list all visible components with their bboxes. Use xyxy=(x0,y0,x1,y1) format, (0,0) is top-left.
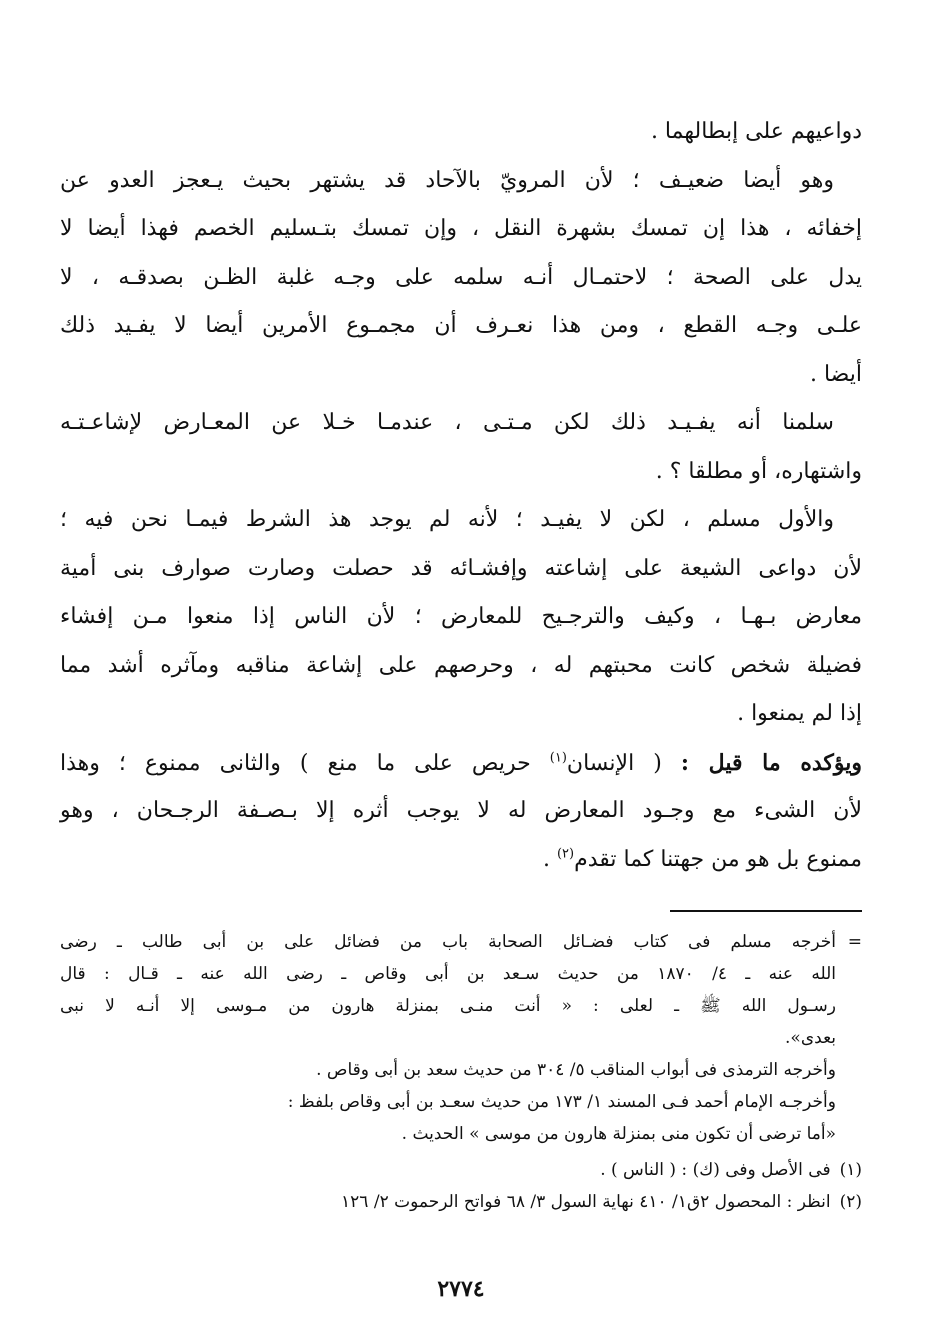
footnote-line: الله عنه ـ ٤/ ١٨٧٠ من حديث سـعد بن أبى وقاص ـ رضى الله عنه ـ قـال : قال xyxy=(60,964,836,984)
body-line: والأول مسلم ، لكن لا يفيـد ؛ لأنه لم يوجد هذ الشرط فيمـا نحن فيه ؛ xyxy=(60,507,834,532)
body-line: دواعيهم على إبطالهما . xyxy=(650,119,862,144)
footnote-ref-1[interactable]: (١) xyxy=(549,750,567,766)
quote-text: ( الإنسان xyxy=(566,750,662,776)
paragraph-5 xyxy=(60,739,862,885)
body-line: فضيلة شخص كانت محبتهم له ، وحرصهم على إشاعة مناقبه ومآثره أشد مما xyxy=(60,652,862,678)
footnote-line xyxy=(60,926,862,958)
body-line: وهو أيضا ضعيـف ؛ لأن المرويّ بالآحاد قد يشتهر بحيث يـعجز العدو عن xyxy=(60,167,834,193)
footnotes xyxy=(60,926,862,1218)
body-line: لأن الشىء مع وجـود المعارض له لا يوجب أثره إلا بـصـفة الرجـحان ، وهو xyxy=(60,798,862,823)
page-number: ٢٧٧٤ xyxy=(437,1276,485,1302)
continuation-marker: = xyxy=(847,932,862,952)
footnote-2 xyxy=(60,1186,862,1218)
body-line: إذا لم يمنعوا . xyxy=(737,701,862,726)
footnote-ref-2[interactable]: (٢) xyxy=(556,846,575,862)
footnote-text: أخرجه مسلم فى كتاب فضـائل الصحابة باب من فضائل على بن أبى طالب ـ رضى xyxy=(60,932,836,952)
footnote-text: انظر : المحصول ٢ق١/ ٤١٠ نهاية السول ٣/ ٦٨ فواتح الرحموت ٢/ ١٢٦ xyxy=(341,1192,831,1212)
body-line: يدل على الصحة ؛ لاحتمـال أنـه سلمه على وجـه غلبة الظـن بصدقـه ، لا xyxy=(60,264,862,290)
footnote-line: وأخرجه الترمذى فى أبواب المناقب ٥/ ٣٠٤ من حديث سعد بن أبى وقاص . xyxy=(316,1060,836,1080)
body-line: علـى وجـه القطع ، ومن هذا نعـرف أن مجمـوع الأمرين أيضا لا يفـيد ذلك xyxy=(60,313,862,338)
body-text: ممنوع بل هو من جهتنا كما تقدم xyxy=(574,846,862,872)
body-line xyxy=(60,836,862,885)
body-line: معارض بـهـا ، وكيف والترجـيح للمعارض ؛ لأن الناس إذا منعوا مـن إفشاء xyxy=(60,604,862,629)
footnote-line: «أما ترضى أن تكون منى بمنزلة هارون من موسى » الحديث . xyxy=(401,1124,836,1144)
body-text: . xyxy=(542,846,550,872)
body-line: سلمنا أنه يفـيـد ذلك لكن مـتـى ، عندمـا خـلا عن المعـارض لإشاعـتـه xyxy=(60,410,834,435)
paragraph-1 xyxy=(60,108,862,157)
footnote-line: وأخرجـه الإمام أحمد فـى المسند ١/ ١٧٣ من حديث سعـد بن أبى وقاص بلفظ : xyxy=(287,1092,836,1112)
footnote-line: رسـول الله ﷺ ـ لعلى : « أنت منـى بمنزلة هارون من مـوسى إلا أنـه لا نبى xyxy=(60,996,836,1016)
paragraph-4 xyxy=(60,496,862,739)
body-line xyxy=(60,739,862,788)
footnote-marker: (٢) xyxy=(839,1192,862,1212)
body-line: لأن دواعى الشيعة على إشاعته وإفشـائه قد حصلت وصارت صوارف بنى أمية xyxy=(60,555,862,581)
paragraph-2 xyxy=(60,157,862,400)
lead-phrase: ويؤكده ما قيل : xyxy=(680,749,863,776)
body-line: واشتهاره، أو مطلقا ؟ . xyxy=(655,458,862,484)
footnote-1 xyxy=(60,1154,862,1186)
body-line: إخفائه ، هذا إن تمسك بشهرة النقل ، وإن تمسك بتـسليم الخصم فهذا أيضا لا xyxy=(60,216,862,241)
footnote-text: فى الأصل وفى (ك) : ( الناس ) . xyxy=(600,1160,831,1180)
footnote-divider xyxy=(670,910,862,912)
footnote-marker: (١) xyxy=(839,1160,862,1180)
paragraph-3 xyxy=(60,399,862,496)
footnote-line: بعدى». xyxy=(785,1028,836,1048)
body-line: أيضا . xyxy=(809,361,862,387)
quote-text: حريص على ما منع ) والثانى ممنوع ؛ وهذا xyxy=(60,750,531,776)
page-content xyxy=(60,108,862,1333)
